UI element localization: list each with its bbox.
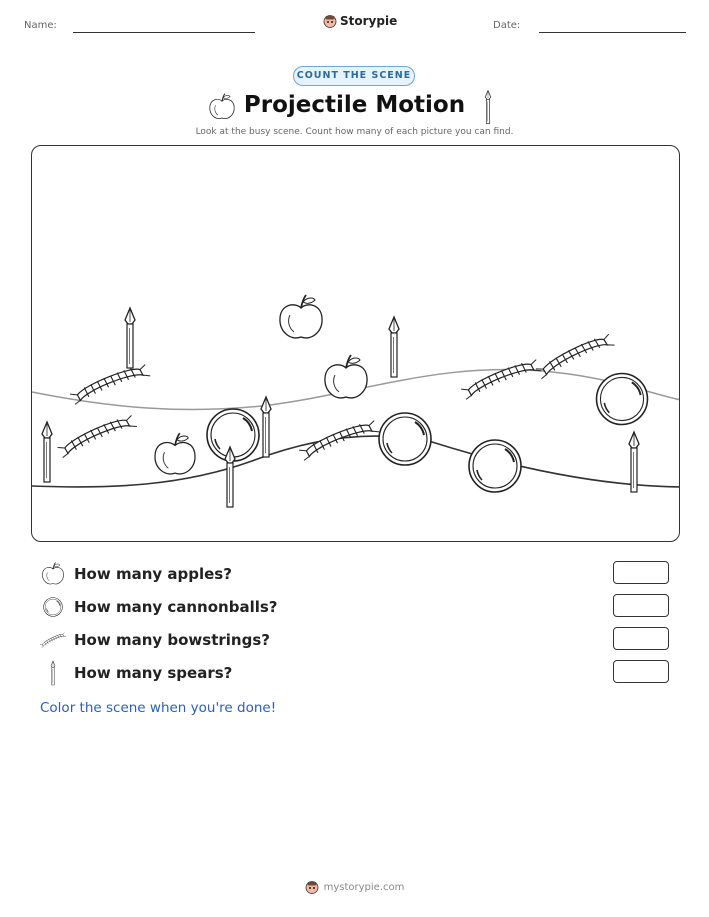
spears-answer-box[interactable]	[613, 660, 669, 683]
spear-icon	[42, 422, 52, 482]
cannonballs-answer-box[interactable]	[613, 594, 669, 617]
apple-icon	[325, 355, 367, 398]
instructions: Look at the busy scene. Count how many of each picture you can find.	[195, 127, 514, 137]
storypie-mascot-icon	[323, 14, 337, 28]
question-text: How many bowstrings?	[74, 631, 270, 649]
bowstrings-answer-box[interactable]	[613, 627, 669, 650]
spear-icon	[225, 447, 235, 507]
question-text: How many spears?	[74, 664, 233, 682]
name-line[interactable]	[73, 32, 255, 33]
brand-logo	[323, 14, 397, 28]
spear-icon	[40, 660, 66, 686]
question-bowstrings	[40, 627, 670, 653]
apple-icon	[280, 295, 322, 338]
cannonball-icon	[379, 413, 431, 465]
cannonball-icon	[40, 594, 66, 620]
bowstring-icon	[67, 364, 152, 405]
bowstring-icon	[532, 333, 618, 379]
question-spears	[40, 660, 670, 686]
busy-scene	[31, 145, 680, 542]
apple-icon	[155, 433, 195, 474]
storypie-mascot-icon	[305, 880, 319, 894]
date-line[interactable]	[539, 32, 686, 33]
hill-line-front	[32, 436, 680, 487]
spear-icon	[125, 308, 135, 368]
cannonball-icon	[469, 440, 521, 492]
apple-icon	[40, 561, 66, 587]
question-text: How many apples?	[74, 565, 232, 583]
cannonball-icon	[597, 374, 648, 425]
spear-icon	[261, 397, 271, 457]
spear-icon	[389, 317, 399, 377]
footer	[0, 880, 709, 894]
page-title: Projectile Motion	[243, 92, 466, 118]
date-label: Date:	[493, 20, 521, 31]
question-cannonballs	[40, 594, 670, 620]
bowstring-icon	[296, 420, 381, 461]
bowstring-icon	[458, 359, 543, 400]
apples-answer-box[interactable]	[613, 561, 669, 584]
color-instruction: Color the scene when you're done!	[40, 700, 277, 716]
bowstring-icon	[54, 415, 140, 458]
footer-site[interactable]: mystorypie.com	[323, 881, 405, 893]
brand-name: Storypie	[340, 14, 398, 28]
question-apples	[40, 561, 670, 587]
count-the-scene-badge: COUNT THE SCENE	[293, 66, 415, 86]
question-text: How many cannonballs?	[74, 598, 278, 616]
spear-icon	[629, 432, 639, 492]
bowstring-icon	[40, 627, 66, 653]
spear-icon	[480, 90, 496, 124]
name-label: Name:	[24, 20, 57, 31]
